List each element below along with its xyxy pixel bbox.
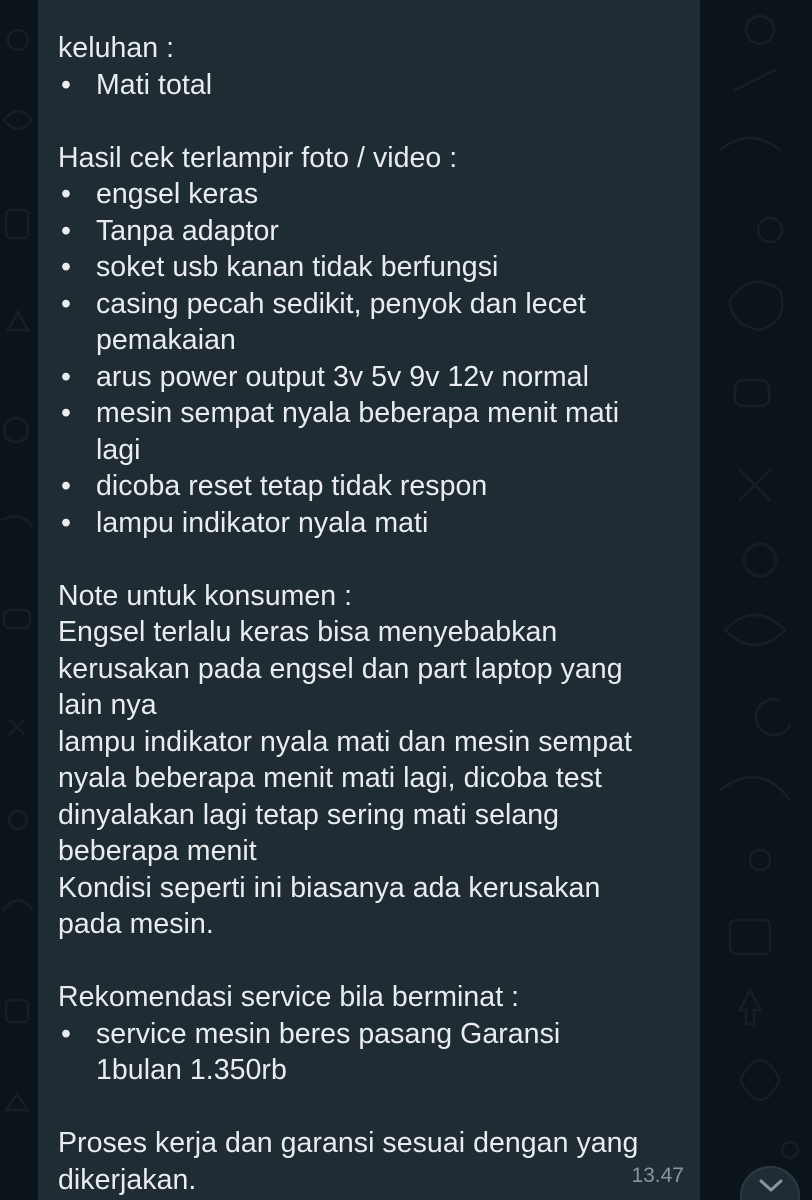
section-heading: keluhan : [58, 32, 175, 64]
bullet-dot-icon: • [61, 506, 72, 539]
bullet-item: • casing pecah sedikit, penyok dan lecet pemakaian [58, 286, 680, 359]
note-line: kerusakan pada engsel dan part laptop yang [58, 652, 623, 685]
closing-line: Proses kerja dan garansi sesuai dengan yang [58, 1127, 639, 1159]
message-timestamp: 13.47 [631, 1164, 684, 1187]
note-line: lampu indikator nyala mati dan mesin sempat [58, 725, 633, 758]
bullet-dot-icon: • [61, 1017, 72, 1050]
bullet-dot-icon: • [61, 214, 72, 247]
bullet-dot-icon: • [61, 287, 72, 320]
section-heading: Note untuk konsumen : [58, 579, 353, 612]
bullet-dot-icon: • [61, 68, 72, 101]
note-line: Kondisi seperti ini biasanya ada kerusakan [58, 871, 601, 904]
bullet-dot-icon: • [61, 360, 72, 393]
note-line: dinyalakan lagi tetap sering mati selang [58, 798, 560, 831]
note-line: beberapa menit [58, 835, 257, 867]
note-line: Engsel terlalu keras bisa menyebabkan [58, 616, 558, 648]
note-line: nyala beberapa menit mati lagi, dicoba test [58, 762, 602, 794]
bullet-item: • engsel keras [58, 176, 680, 213]
bullet-item: • service mesin beres pasang Garansi 1bulan 1.350rb [58, 1016, 680, 1089]
bullet-dot-icon: • [61, 470, 72, 502]
section-heading: Rekomendasi service bila berminat : [58, 981, 520, 1013]
bullet-item: • soket usb kanan tidak berfungsi [58, 249, 680, 286]
message-bubble[interactable] [38, 0, 700, 1200]
bullet-dot-icon: • [61, 397, 72, 429]
bullet-item: • mesin sempat nyala beberapa menit mati lagi [58, 395, 680, 468]
closing-line: dikerjakan. [58, 1163, 197, 1196]
bullet-item: • dicoba reset tetap tidak respon [58, 468, 680, 505]
bullet-dot-icon: • [61, 251, 72, 283]
chevron-down-icon [758, 1178, 784, 1194]
bullet-item: • Tanpa adaptor [58, 213, 680, 250]
note-line: lain nya [58, 689, 157, 721]
bullet-dot-icon: • [61, 178, 72, 210]
bullet-item: • lampu indikator nyala mati [58, 505, 680, 542]
bullet-item: • arus power output 3v 5v 9v 12v normal [58, 359, 680, 396]
section-heading: Hasil cek terlampir foto / video : [58, 141, 458, 174]
message-text [58, 30, 680, 1198]
bullet-item: • Mati total [58, 67, 680, 104]
note-line: pada mesin. [58, 908, 214, 940]
